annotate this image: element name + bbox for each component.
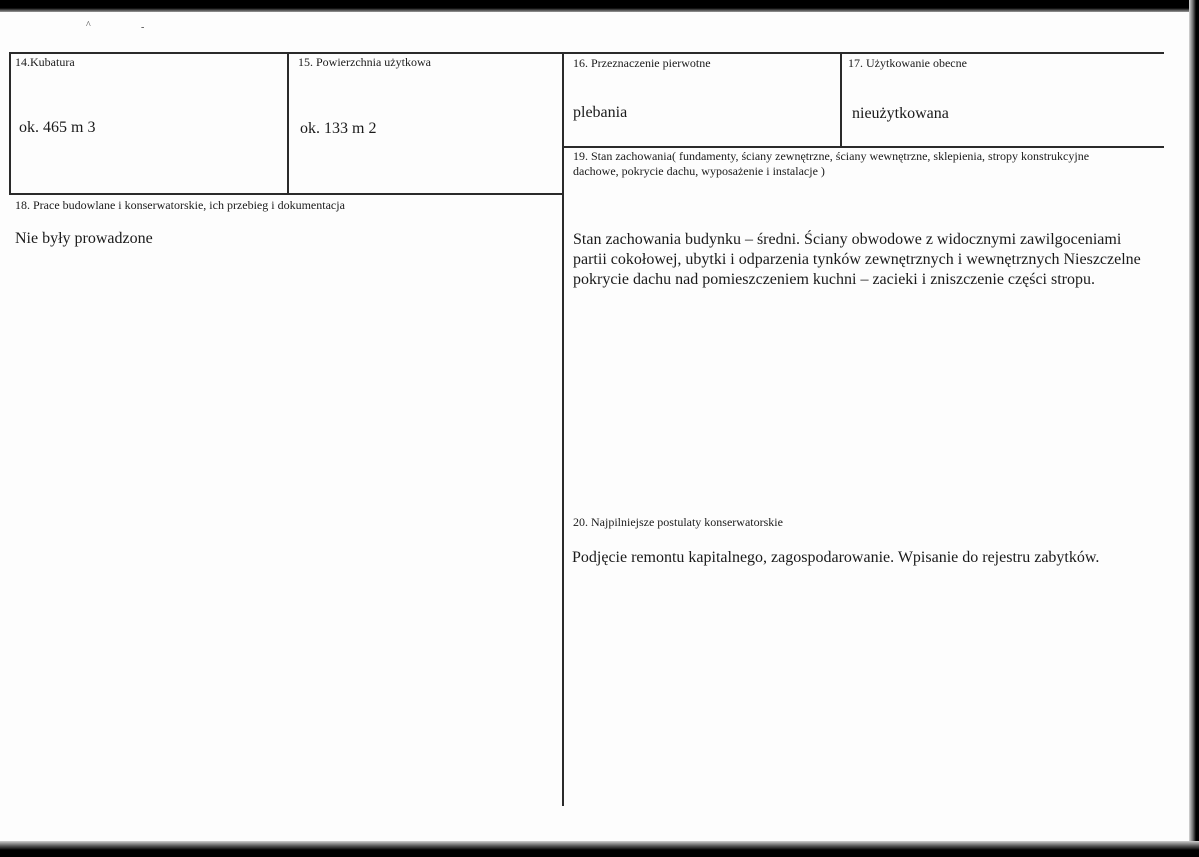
scan-right-edge bbox=[1189, 0, 1199, 857]
field-20-value: Podjęcie remontu kapitalnego, zagospodarowanie. Wpisanie do rejestru zabytków. bbox=[572, 549, 1100, 566]
field-18-value: Nie były prowadzone bbox=[15, 230, 153, 247]
scan-bottom-edge bbox=[0, 841, 1199, 857]
col-rule-16-17 bbox=[840, 52, 842, 147]
field-18-label: 18. Prace budowlane i konserwatorskie, ich przebieg i dokumentacja bbox=[15, 198, 345, 212]
scan-speck: - bbox=[141, 22, 145, 33]
field-17-label: 17. Użytkowanie obecne bbox=[848, 56, 967, 70]
field-15-value: ok. 133 m 2 bbox=[300, 120, 377, 137]
field-16-label: 16. Przeznaczenie pierwotne bbox=[573, 56, 711, 70]
field-20-label: 20. Najpilniejsze postulaty konserwatorskie bbox=[573, 515, 783, 529]
col-rule-center bbox=[562, 52, 564, 806]
row-rule-16-17 bbox=[563, 146, 1164, 148]
field-19-label: 19. Stan zachowania( fundamenty, ściany zewnętrzne, ściany wewnętrzne, sklepienia, stropy konstrukcyjne dachowe, pokrycie dachu, wyposażenie i instalacje ) bbox=[573, 149, 1090, 178]
field-14-value: ok. 465 m 3 bbox=[19, 119, 96, 136]
table-top-rule bbox=[9, 52, 1164, 54]
field-16-value: plebania bbox=[573, 104, 628, 121]
record-card-sheet bbox=[0, 12, 1192, 842]
field-19-value: Stan zachowania budynku – średni. Ściany obwodowe z widocznymi zawilgoceniami partii cokołowej, ubytki i odparzenia tynków zewnętrznych i wewnętrznych Nieszczelne pokrycie dachu nad pomieszczeniem kuchni – zacieki i zniszczenie części stropu. bbox=[573, 231, 1141, 288]
scan-speck: ^ bbox=[86, 20, 91, 31]
col-rule-14-15 bbox=[287, 52, 289, 194]
field-17-value: nieużytkowana bbox=[852, 105, 949, 122]
left-border bbox=[9, 52, 11, 194]
field-14-label: 14.Kubatura bbox=[15, 55, 75, 69]
row-rule-14-15 bbox=[9, 193, 563, 195]
field-15-label: 15. Powierzchnia użytkowa bbox=[298, 55, 431, 69]
